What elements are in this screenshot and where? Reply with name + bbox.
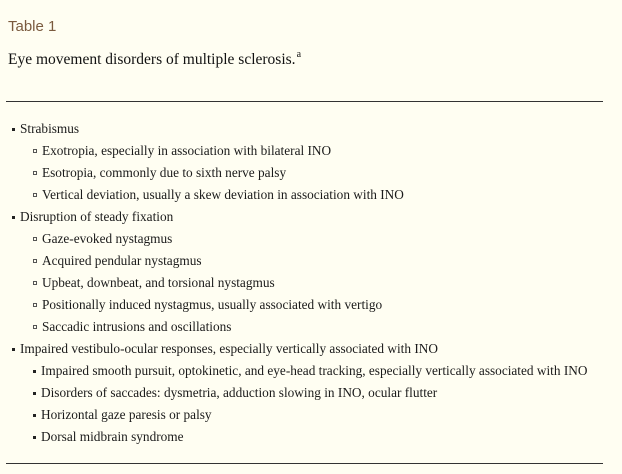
sub-list-item <box>0 294 622 316</box>
list-item-text: Gaze-evoked nystagmus <box>42 231 173 246</box>
list-item-text: Horizontal gaze paresis or palsy <box>41 407 212 422</box>
sub-list-item <box>0 360 622 382</box>
hollow-bullet-icon <box>33 237 37 241</box>
sub-list-item <box>0 272 622 294</box>
table-caption <box>8 49 301 69</box>
bullet-icon <box>12 128 15 131</box>
sub-list-item <box>0 404 622 426</box>
hollow-bullet-icon <box>33 303 37 307</box>
list-item <box>0 206 622 228</box>
table-label: Table 1 <box>8 18 57 35</box>
hollow-bullet-icon <box>33 149 37 153</box>
list-item <box>0 118 622 140</box>
list-item-text: Exotropia, especially in association with bilateral INO <box>42 143 332 158</box>
list-item-text: Disruption of steady fixation <box>20 209 174 224</box>
bullet-icon <box>12 216 15 219</box>
sub-list-item <box>0 228 622 250</box>
hollow-bullet-icon <box>33 171 37 175</box>
list-item-text: Disorders of saccades: dysmetria, adduction slowing in INO, ocular flutter <box>41 385 438 400</box>
bullet-icon <box>33 370 36 373</box>
list-item-text: Vertical deviation, usually a skew deviation in association with INO <box>42 187 404 202</box>
bullet-icon <box>12 348 15 351</box>
list-item-text: Strabismus <box>20 121 80 136</box>
sub-list-item <box>0 382 622 404</box>
hollow-bullet-icon <box>33 281 37 285</box>
caption-text: Eye movement disorders of multiple sclerosis. <box>8 51 296 68</box>
hollow-bullet-icon <box>33 193 37 197</box>
list-item-text: Impaired smooth pursuit, optokinetic, and eye-head tracking, especially vertically associated with INO <box>41 363 588 378</box>
footnote-marker[interactable]: a <box>296 49 302 60</box>
sub-list-item <box>0 426 622 448</box>
hollow-bullet-icon <box>33 325 37 329</box>
list-item-text: Positionally induced nystagmus, usually associated with vertigo <box>42 297 383 312</box>
bullet-icon <box>33 414 36 417</box>
list-item-text: Acquired pendular nystagmus <box>42 253 202 268</box>
list-item-text: Saccadic intrusions and oscillations <box>42 319 232 334</box>
sub-list-item <box>0 162 622 184</box>
bottom-rule <box>6 463 603 464</box>
list-item-text: Dorsal midbrain syndrome <box>41 429 184 444</box>
list-item-text: Impaired vestibulo-ocular responses, especially vertically associated with INO <box>20 341 438 356</box>
list-item-text: Esotropia, commonly due to sixth nerve palsy <box>42 165 287 180</box>
bullet-icon <box>33 436 36 439</box>
disorder-list <box>0 118 622 448</box>
sub-list-item <box>0 316 622 338</box>
hollow-bullet-icon <box>33 259 37 263</box>
list-item-text: Upbeat, downbeat, and torsional nystagmus <box>42 275 275 290</box>
bullet-icon <box>33 392 36 395</box>
sub-list-item <box>0 140 622 162</box>
sub-list-item <box>0 184 622 206</box>
list-item <box>0 338 622 360</box>
sub-list-item <box>0 250 622 272</box>
top-rule <box>6 101 603 102</box>
